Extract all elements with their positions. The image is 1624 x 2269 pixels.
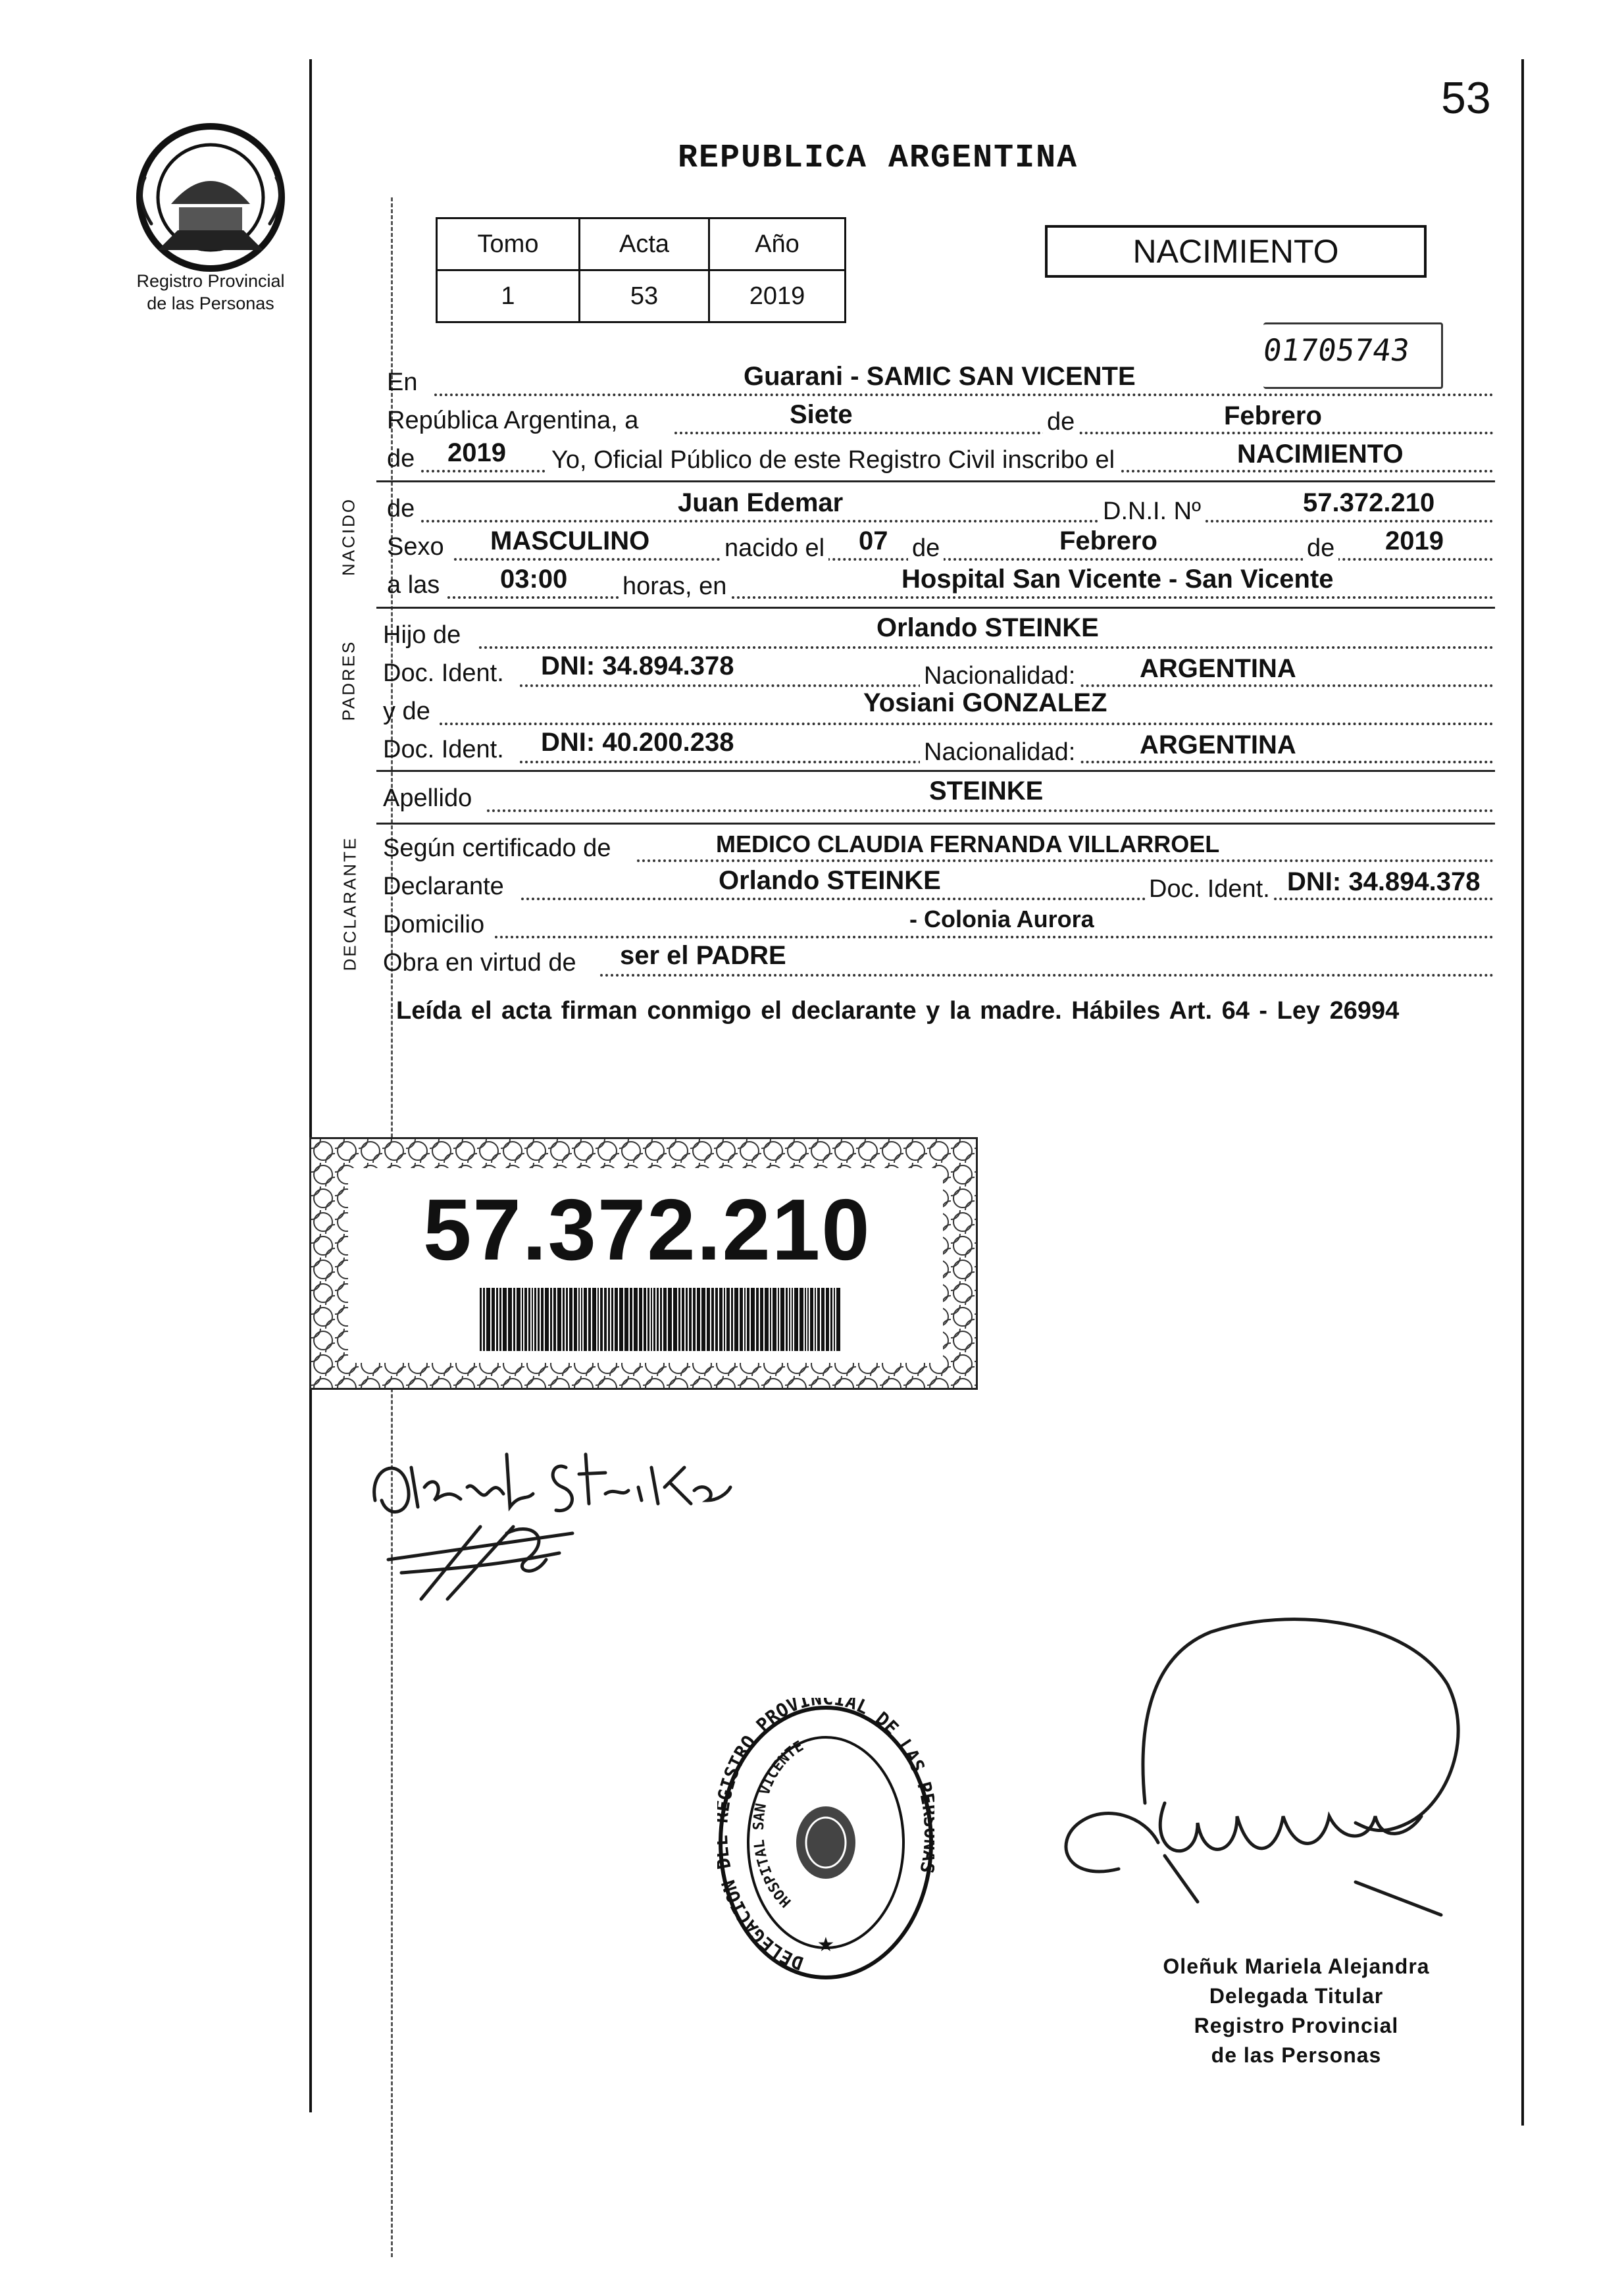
barcode-bar	[634, 1288, 638, 1351]
value-padre: Orlando STEINKE	[876, 613, 1099, 642]
label-a-las: a las	[387, 571, 440, 599]
barcode-bar	[794, 1288, 798, 1351]
barcode-bar	[624, 1288, 628, 1351]
left-margin-line	[309, 59, 312, 2112]
barcode-bar	[541, 1288, 544, 1351]
label-hijo-de: Hijo de	[383, 621, 461, 649]
table-value-acta: 53	[580, 270, 709, 322]
barcode-bar	[805, 1288, 806, 1351]
label-de-nombre: de	[387, 495, 415, 523]
barcode-bar	[499, 1288, 501, 1351]
barcode-bar	[486, 1288, 490, 1351]
side-label-nacido: NACIDO	[338, 497, 359, 576]
barcode-bar	[663, 1288, 667, 1351]
label-horas-en: horas, en	[619, 573, 730, 601]
barcode-bar	[693, 1288, 696, 1351]
dotline-padre	[479, 646, 1494, 649]
record-type: NACIMIENTO	[1132, 233, 1339, 270]
barcode-bar	[836, 1288, 840, 1351]
barcode-bar	[660, 1288, 662, 1351]
barcode-bar	[756, 1288, 759, 1351]
svg-text:★: ★	[817, 1934, 835, 1956]
barcode-bar	[734, 1288, 738, 1351]
barcode-bar	[517, 1288, 520, 1351]
barcode-bar	[821, 1288, 825, 1351]
label-doc-ident-2: Doc. Ident.	[383, 736, 504, 763]
value-mes: Febrero	[1224, 401, 1322, 430]
label-de-3: de	[1303, 534, 1338, 563]
label-republica: República Argentina, a	[387, 407, 639, 434]
label-domicilio: Domicilio	[383, 911, 485, 938]
barcode-bar	[657, 1288, 659, 1351]
label-apellido: Apellido	[383, 784, 472, 812]
label-en: En	[387, 369, 418, 396]
value-obra: ser el PADRE	[620, 941, 786, 970]
label-dni-no: D.N.I. Nº	[1099, 497, 1205, 526]
label-sexo: Sexo	[387, 533, 444, 561]
barcode-bar	[647, 1288, 649, 1351]
barcode-bar	[630, 1288, 632, 1351]
barcode-bar	[483, 1288, 485, 1351]
barcode-bar	[566, 1288, 568, 1351]
value-lugar: Guarani - SAMIC SAN VICENTE	[744, 362, 1136, 391]
right-margin-line	[1521, 59, 1524, 2126]
value-padre-dni: DNI: 34.894.378	[541, 651, 734, 680]
registry-seal	[132, 118, 290, 276]
record-table	[436, 217, 846, 323]
barcode-bar	[780, 1288, 784, 1351]
label-yo-oficial: Yo, Oficial Público de este Registro Civil inscribo el	[546, 446, 1120, 474]
stamp-inner-text: HOSPITAL SAN VICENTE	[750, 1738, 807, 1910]
barcode-bar	[584, 1288, 587, 1351]
dotline-domicilio	[495, 936, 1494, 938]
label-nacionalidad-1: Nacionalidad:	[920, 662, 1079, 690]
label-y-de: y de	[383, 698, 430, 725]
value-declarante: Orlando STEINKE	[719, 866, 941, 895]
barcode-bar	[678, 1288, 680, 1351]
barcode-bar	[789, 1288, 790, 1351]
barcode-bar	[524, 1288, 527, 1351]
svg-text:HOSPITAL SAN VICENTE	[751, 1738, 807, 1910]
barcode-bar	[600, 1288, 603, 1351]
barcode-bar	[522, 1288, 523, 1351]
barcode-bar	[770, 1288, 771, 1351]
barcode-bar	[815, 1288, 816, 1351]
barcode-bar	[778, 1288, 779, 1351]
barcode-bar	[747, 1288, 749, 1351]
value-sexo: MASCULINO	[490, 526, 650, 555]
rule-2	[376, 607, 1495, 609]
country-heading: REPUBLICA ARGENTINA	[678, 140, 1078, 177]
dotline-madre	[440, 723, 1494, 725]
barcode-bar	[830, 1288, 832, 1351]
barcode-bar	[592, 1288, 596, 1351]
value-certificado: MEDICO CLAUDIA FERNANDA VILLARROEL	[716, 830, 1220, 857]
dotline-nombre	[421, 520, 1494, 523]
barcode-bar	[604, 1288, 607, 1351]
value-madre: Yosiani GONZALEZ	[863, 688, 1107, 717]
barcode-bar	[682, 1288, 684, 1351]
dotline-certificado	[637, 859, 1494, 862]
value-anio-nac: 2019	[1385, 526, 1444, 555]
registry-name-line1: Registro Provincial	[136, 271, 285, 291]
barcode-bar	[707, 1288, 710, 1351]
value-dia-nac: 07	[859, 526, 888, 555]
value-padre-nac: ARGENTINA	[1140, 654, 1296, 683]
barcode-bar	[786, 1288, 788, 1351]
barcode-bar	[480, 1288, 482, 1351]
barcode-bar	[581, 1288, 582, 1351]
label-obra-en-virtud: Obra en virtud de	[383, 949, 576, 977]
barcode-bar	[760, 1288, 763, 1351]
label-doc-ident-3: Doc. Ident.	[1145, 875, 1274, 904]
value-lugar-nac: Hospital San Vicente - San Vicente	[901, 565, 1334, 594]
barcode-bar	[792, 1288, 793, 1351]
value-anio: 2019	[447, 438, 506, 467]
barcode-bar	[608, 1288, 610, 1351]
barcode-bar	[701, 1288, 705, 1351]
barcode-bar	[724, 1288, 725, 1351]
value-domicilio: - Colonia Aurora	[909, 905, 1094, 932]
barcode-bar	[715, 1288, 718, 1351]
barcode-bar	[611, 1288, 613, 1351]
barcode-bar	[532, 1288, 533, 1351]
barcode-bar	[773, 1288, 776, 1351]
dotline-hora	[447, 596, 1494, 599]
page-number: 53	[1441, 73, 1491, 123]
barcode-bar	[639, 1288, 642, 1351]
label-nacionalidad-2: Nacionalidad:	[920, 738, 1079, 767]
barcode-bar	[810, 1288, 813, 1351]
barcode-bar	[740, 1288, 743, 1351]
barcode-bar	[719, 1288, 723, 1351]
barcode-bar	[597, 1288, 599, 1351]
barcode-bar	[653, 1288, 655, 1351]
barcode-bar	[834, 1288, 835, 1351]
barcode-bar	[744, 1288, 746, 1351]
dni-sticker-number: 57.372.210	[423, 1181, 871, 1278]
value-tipo: NACIMIENTO	[1237, 440, 1404, 469]
table-header-acta: Acta	[580, 218, 709, 270]
value-apellido: STEINKE	[929, 777, 1044, 805]
barcode-bar	[826, 1288, 829, 1351]
barcode-bar	[765, 1288, 769, 1351]
barcode-bar	[563, 1288, 565, 1351]
barcode-bar	[689, 1288, 692, 1351]
barcode-bar	[711, 1288, 714, 1351]
barcode-bar	[615, 1288, 618, 1351]
label-declarante: Declarante	[383, 873, 504, 900]
rule-1	[376, 480, 1495, 482]
table-value-tomo: 1	[437, 270, 580, 322]
barcode-bar	[668, 1288, 672, 1351]
declarant-signature	[362, 1428, 783, 1625]
dotline-en	[434, 394, 1494, 396]
barcode-bar	[817, 1288, 820, 1351]
barcode-bar	[513, 1288, 515, 1351]
table-header-tomo: Tomo	[437, 218, 580, 270]
label-de-2: de	[908, 534, 944, 563]
official-title: Delegada Titular	[1209, 1984, 1384, 2008]
serial-bracket	[1263, 322, 1443, 389]
closing-text: Leída el acta firman conmigo el declarante y la madre. Hábiles Art. 64 - Ley 26994	[396, 997, 1400, 1025]
barcode-bar	[644, 1288, 646, 1351]
label-nacido-el: nacido el	[721, 534, 828, 563]
barcode-bar	[569, 1288, 572, 1351]
barcode-bar	[503, 1288, 507, 1351]
barcode-bar	[731, 1288, 733, 1351]
table-header-anio: Año	[709, 218, 846, 270]
value-dia-letras: Siete	[790, 400, 853, 429]
dotline-declarante	[521, 898, 1494, 900]
label-de-anio: de	[387, 445, 415, 472]
barcode-bar	[550, 1288, 552, 1351]
barcode-bar	[578, 1288, 580, 1351]
value-mes-nac: Febrero	[1059, 526, 1157, 555]
official-stamp	[717, 1698, 934, 1987]
barcode-bar	[545, 1288, 549, 1351]
barcode-bar	[697, 1288, 700, 1351]
barcode-bar	[651, 1288, 652, 1351]
barcode-bar	[686, 1288, 688, 1351]
barcode-bar	[557, 1288, 561, 1351]
dotline-republica	[674, 432, 1494, 434]
value-madre-dni: DNI: 40.200.238	[541, 728, 734, 757]
side-label-padres: PADRES	[338, 640, 359, 721]
value-nombre: Juan Edemar	[678, 488, 844, 517]
barcode	[477, 1288, 846, 1351]
dni-sticker	[309, 1137, 978, 1390]
label-de-mes: de	[1043, 408, 1078, 436]
official-signature	[948, 1606, 1474, 1948]
label-doc-ident-1: Doc. Ident.	[383, 659, 504, 687]
value-dni: 57.372.210	[1303, 488, 1435, 517]
official-org-line2: de las Personas	[1211, 2043, 1382, 2067]
barcode-bar	[807, 1288, 809, 1351]
barcode-bar	[492, 1288, 495, 1351]
barcode-bar	[673, 1288, 677, 1351]
barcode-bar	[538, 1288, 540, 1351]
value-madre-nac: ARGENTINA	[1140, 730, 1296, 759]
barcode-bar	[799, 1288, 803, 1351]
barcode-bar	[574, 1288, 577, 1351]
barcode-bar	[588, 1288, 591, 1351]
label-segun-certificado: Según certificado de	[383, 834, 611, 862]
side-label-declarante: DECLARANTE	[340, 836, 360, 971]
official-name: Oleñuk Mariela Alejandra	[1163, 1954, 1430, 1978]
barcode-bar	[534, 1288, 536, 1351]
barcode-bar	[496, 1288, 498, 1351]
barcode-bar	[508, 1288, 512, 1351]
barcode-bar	[751, 1288, 755, 1351]
stamp-outer-text: DELEGACION ISTRO PROVINCIAL DE LAS P	[717, 1698, 934, 1975]
table-value-anio: 2019	[709, 270, 846, 322]
barcode-bar	[528, 1288, 530, 1351]
value-declarante-dni: DNI: 34.894.378	[1287, 867, 1481, 896]
official-org-line1: Registro Provincial	[1194, 2014, 1399, 2037]
rule-3	[376, 770, 1495, 772]
dotline-apellido	[487, 809, 1494, 812]
record-type-box	[1045, 225, 1427, 278]
value-hora: 03:00	[500, 565, 568, 594]
serial-number: 01705743	[1261, 332, 1412, 368]
barcode-bar	[726, 1288, 730, 1351]
dotline-obra	[600, 974, 1494, 977]
barcode-bar	[619, 1288, 623, 1351]
barcode-bar	[553, 1288, 556, 1351]
registry-name-line2: de las Personas	[147, 293, 274, 313]
rule-4	[376, 823, 1495, 825]
